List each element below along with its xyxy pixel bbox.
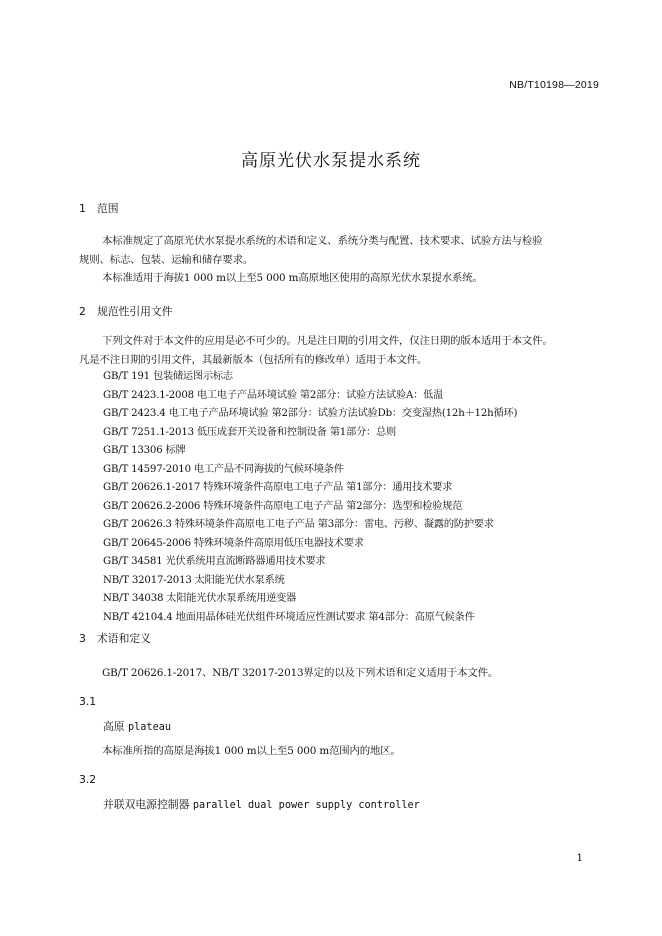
- reference-list: [103, 368, 517, 627]
- reference-item: GB/T 20645-2006 特殊环境条件高原用低压电器技术要求: [103, 537, 364, 549]
- section-number: 2: [79, 305, 86, 318]
- reference-item: GB/T 34581 光伏系统用直流断路器通用技术要求: [103, 556, 326, 567]
- standard-code: NB/T10198—2019: [509, 79, 599, 91]
- reference-item: GB/T 14597-2010 电工产品不同海拔的气候环境条件: [103, 463, 344, 475]
- reference-item: GB/T 2423.1-2008 电工电子产品环境试验 第2部分：试验方法试验A：低温: [103, 389, 444, 401]
- reference-item: GB/T 7251.1-2013 低压成套开关设备和控制设备 第1部分：总则: [103, 426, 397, 438]
- terms-intro: [79, 664, 601, 683]
- reference-item: NB/T 34038 太阳能光伏水泵系统用逆变器: [103, 593, 297, 604]
- paragraph-line: 规则、标志、包装、运输和储存要求。: [79, 253, 254, 266]
- reference-item: GB/T 191 包装储运图示标志: [103, 371, 233, 382]
- term-english: plateau: [128, 722, 171, 733]
- paragraph-line: 本标准规定了高原光伏水泵提水系统的术语和定义、系统分类与配置、技术要求、试验方法与检验: [102, 235, 543, 247]
- section-heading-terms: [79, 631, 151, 646]
- section-title: 术语和定义: [97, 632, 151, 645]
- reference-item: NB/T 42104.4 地面用晶体硅光伏组件环境适应性测试要求 第4部分：高原气候条件: [103, 611, 475, 623]
- term-heading: [103, 797, 420, 812]
- section-title: 规范性引用文件: [97, 305, 173, 318]
- term-definition: [79, 742, 601, 761]
- reference-item: GB/T 13306 标牌: [103, 445, 186, 456]
- term-heading: [103, 719, 171, 734]
- paragraph-line: 本标准适用于海拔1 000 m以上至5 000 m高原地区使用的高原光伏水泵提水系统。: [102, 272, 483, 284]
- term-number: 3.2: [79, 773, 97, 786]
- term-english: parallel dual power supply controller: [192, 800, 420, 811]
- document-title: 高原光伏水泵提水系统: [241, 151, 421, 171]
- paragraph-line: GB/T 20626.1-2017、NB/T 32017-2013界定的以及下列术语和定义适用于本文件。: [102, 667, 499, 679]
- term-number: 3.1: [79, 695, 97, 708]
- page-number: 1: [576, 852, 583, 864]
- term-chinese: 并联双电源控制器: [103, 798, 190, 811]
- reference-item: GB/T 2423.4 电工电子产品环境试验 第2部分：试验方法试验Db：交变湿热(12h＋12h循环): [103, 408, 518, 419]
- section-title: 范围: [97, 202, 119, 215]
- paragraph-line: 下列文件对于本文件的应用是必不可少的。凡是注日期的引用文件，仅注日期的版本适用于本文件。: [102, 335, 553, 347]
- reference-item: GB/T 20626.2-2006 特殊环境条件高原电工电子产品 第2部分：选型和检验规范: [103, 500, 463, 512]
- reference-item: GB/T 20626.3 特殊环境条件高原电工电子产品 第3部分：雷电、污秽、凝露的防护要求: [103, 519, 494, 530]
- section-heading-scope: [79, 201, 119, 216]
- section-heading-normative: [79, 304, 173, 319]
- scope-paragraph: [79, 232, 601, 288]
- reference-item: GB/T 20626.1-2017 特殊环境条件高原电工电子产品 第1部分：通用技术要求: [103, 482, 453, 493]
- reference-item: NB/T 32017-2013 太阳能光伏水泵系统: [103, 574, 285, 586]
- term-chinese: 高原: [103, 720, 125, 733]
- paragraph-line: 本标准所指的高原是海拔1 000 m以上至5 000 m范围内的地区。: [102, 745, 401, 757]
- paragraph-line: 凡是不注日期的引用文件，其最新版本（包括所有的修改单）适用于本文件。: [79, 353, 428, 366]
- normative-paragraph: [79, 332, 601, 369]
- section-number: 1: [79, 202, 86, 215]
- section-number: 3: [79, 632, 86, 645]
